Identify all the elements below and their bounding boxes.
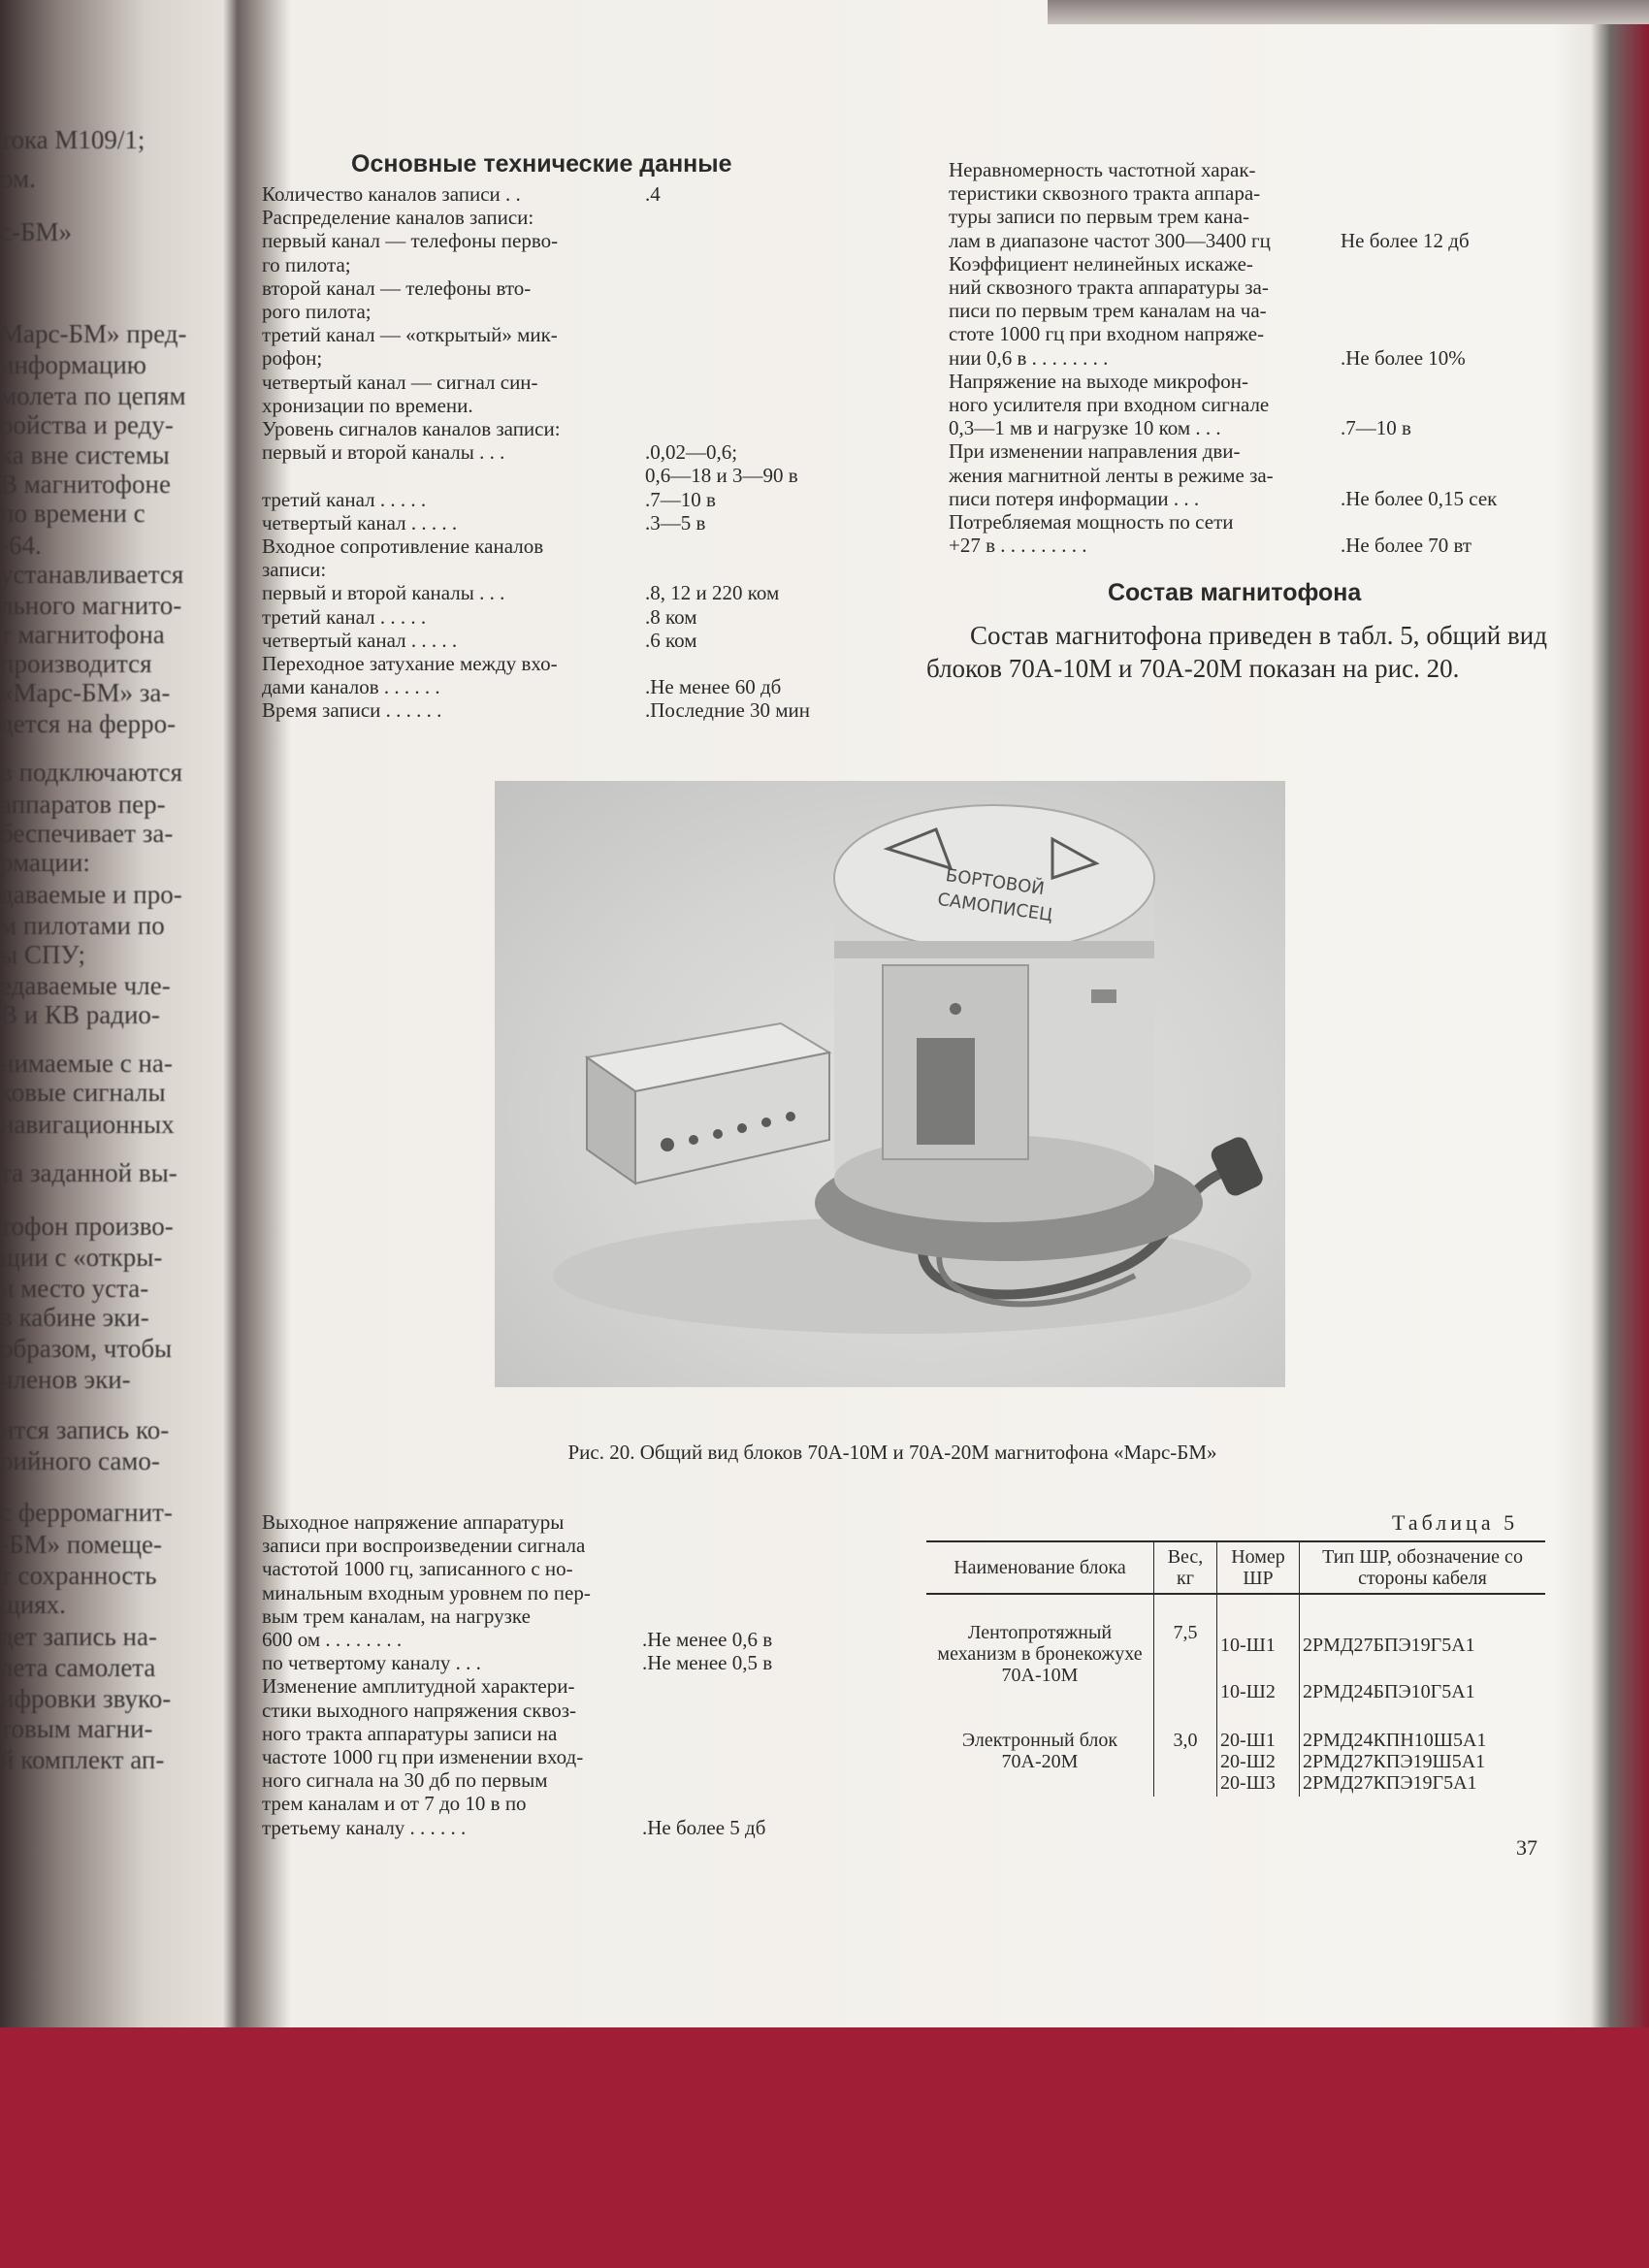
spec-label: нии 0,6 в . . . . . . . . xyxy=(949,345,1109,370)
spec-label: первый и второй каналы . . . xyxy=(262,581,505,605)
page-number: 37 xyxy=(1516,1835,1537,1860)
spec-label: рофон; xyxy=(262,346,323,371)
spec-value: .Не менее 0,5 в xyxy=(642,1651,773,1675)
row1-name: Лентопротяжный механизм в бронекожухе 70А-10М xyxy=(937,1622,1143,1686)
spec-value: Не более 12 дб xyxy=(1341,228,1470,252)
spec-label: +27 в . . . . . . . . . xyxy=(949,534,1087,558)
row2-type3: 2РМД27КПЭ19Г5А1 xyxy=(1303,1772,1477,1794)
left-page-line: по времени с xyxy=(0,499,146,528)
row2-num2: 20-Ш2 xyxy=(1220,1751,1276,1772)
left-page-line: устанавливается xyxy=(0,560,184,589)
spec-label: Потребляемая мощность по сети xyxy=(949,510,1234,534)
row2-num3: 20-Ш3 xyxy=(1220,1772,1276,1794)
row2-type1: 2РМД24КПН10Ш5А1 xyxy=(1303,1730,1487,1751)
left-page-line: ифровки звуко- xyxy=(0,1684,172,1713)
left-page-line: т сохранность xyxy=(0,1561,157,1590)
left-page-line: производится xyxy=(0,649,152,678)
spec-label: записи: xyxy=(262,558,327,582)
spec-label: трем каналам и от 7 до 10 в по xyxy=(262,1792,527,1816)
specs-title: Основные технические данные xyxy=(351,150,732,178)
spec-label: Коэффициент нелинейных искаже- xyxy=(949,251,1253,275)
left-page-line: даваемые и про- xyxy=(0,880,182,909)
spec-label: При изменении направления дви- xyxy=(949,439,1241,464)
spec-label: третий канал . . . . . xyxy=(262,487,427,511)
left-page-line: В магнитофоне xyxy=(0,470,171,499)
spec-label: стоте 1000 гц при входном напряже- xyxy=(949,322,1265,346)
left-page-line: ится запись ко- xyxy=(0,1415,170,1444)
spec-label: Напряжение на выходе микрофон- xyxy=(949,369,1248,393)
left-page-line: щиях. xyxy=(0,1590,66,1619)
left-page-line: с ферромагнит- xyxy=(0,1498,173,1527)
table-header-weight: Вес, кг xyxy=(1154,1541,1217,1594)
spec-label: 600 ом . . . . . . . . xyxy=(262,1628,403,1651)
left-page-line: «Марс-БМ» за- xyxy=(0,678,171,707)
spec-label: второй канал — телефоны вто- xyxy=(262,275,532,300)
scan-background xyxy=(0,2027,1649,2268)
spec-label: Изменение амплитудной характери- xyxy=(262,1674,575,1699)
spec-label: третьему каналу . . . . . . xyxy=(262,1815,467,1839)
left-page-line: ка вне системы xyxy=(0,440,170,470)
table-header-number: Номер ШР xyxy=(1217,1541,1300,1594)
left-page-line: аппаратов пер- xyxy=(0,790,166,819)
left-page-line: тофон произво- xyxy=(0,1212,174,1241)
row2-type2: 2РМД27КПЭ19Ш5А1 xyxy=(1303,1751,1486,1772)
spec-label: стики выходного напряжения сквоз- xyxy=(262,1698,577,1722)
left-page-line: дется на ферро- xyxy=(0,709,177,738)
composition-paragraph: Состав магнитофона приведен в табл. 5, общий вид блоков 70А-10М и 70А-20М показан на рис. 20. xyxy=(926,621,1547,683)
tape-window xyxy=(917,1038,975,1145)
spec-value: .8, 12 и 220 ком xyxy=(645,581,780,605)
row2-num1: 20-Ш1 xyxy=(1220,1730,1276,1751)
left-page-line: товым магни- xyxy=(0,1714,153,1743)
spec-value: .Не менее 60 дб xyxy=(645,675,782,699)
left-page-line: лета самолета xyxy=(0,1653,156,1682)
connector-icon xyxy=(1208,1134,1265,1199)
left-page-line: Марс-БМ» пред- xyxy=(0,319,187,348)
left-page-line: т магнитофона xyxy=(0,620,165,649)
spec-label: четвертый канал . . . . . xyxy=(262,510,458,535)
spec-label: писи по первым трем каналам на ча- xyxy=(949,299,1267,323)
spec-label: ного усилителя при входном сигнале xyxy=(949,393,1270,416)
spec-label: туры записи по первым трем кана- xyxy=(949,205,1250,229)
spec-label: Выходное напряжение аппаратуры xyxy=(262,1510,565,1534)
spec-label: дами каналов . . . . . . xyxy=(262,675,440,699)
spec-value: .Не более 5 дб xyxy=(642,1815,766,1839)
table-5 xyxy=(926,1540,1545,1797)
spec-value: 0,6—18 и 3—90 в xyxy=(645,464,798,488)
left-page-line: едаваемые чле- xyxy=(0,971,171,1000)
left-page-line: в кабине эки- xyxy=(0,1303,149,1332)
left-page-line: образом, чтобы xyxy=(0,1334,173,1363)
row1-num2: 10-Ш2 xyxy=(1220,1681,1276,1702)
spec-label: теристики сквозного тракта аппара- xyxy=(949,181,1261,206)
left-page-line: ковые сигналы xyxy=(0,1078,166,1107)
table-header-type: Тип ШР, обозначение со стороны кабеля xyxy=(1300,1541,1546,1594)
left-page-line: с-БМ» xyxy=(0,217,72,246)
left-page-line: ы СПУ; xyxy=(0,940,85,969)
spec-value: .Последние 30 мин xyxy=(645,698,811,723)
row2-name: Электронный блок 70А-20М xyxy=(961,1730,1118,1772)
left-page-line: дет запись на- xyxy=(0,1622,157,1651)
spec-value: .6 ком xyxy=(645,628,697,652)
spec-value: .Не более 10% xyxy=(1341,345,1466,370)
table-row xyxy=(926,1594,1545,1718)
left-page-line: -64. xyxy=(0,531,42,560)
left-page-line: й комплект ап- xyxy=(0,1745,165,1774)
figure-photo xyxy=(495,781,1285,1387)
spec-label: Уровень сигналов каналов записи: xyxy=(262,417,561,440)
left-page-line: в подключаются xyxy=(0,758,183,787)
figure-caption: Рис. 20. Общий вид блоков 70А-10М и 70А-20М магнитофона «Марс-БМ» xyxy=(567,1441,1217,1464)
spec-label: первый канал — телефоны перво- xyxy=(262,229,559,253)
spec-label: вым трем каналам, на нагрузке xyxy=(262,1604,531,1628)
row1-type1: 2РМД27БПЭ19Г5А1 xyxy=(1303,1635,1475,1656)
spec-label: 0,3—1 мв и нагрузке 10 ком . . . xyxy=(949,416,1221,440)
spec-label: ного тракта аппаратуры записи на xyxy=(262,1721,558,1745)
row1-type2: 2РМД24БПЭ10Г5А1 xyxy=(1303,1681,1475,1702)
left-page-line: и место уста- xyxy=(0,1274,149,1303)
left-page-line: м пилотами по xyxy=(0,911,165,940)
left-page-line: щии с «откры- xyxy=(0,1243,163,1272)
spec-label: го пилота; xyxy=(262,252,351,276)
spec-value: .Не менее 0,6 в xyxy=(642,1628,773,1651)
spec-value: .Не более 0,15 сек xyxy=(1341,486,1498,510)
spec-label: третий канал . . . . . xyxy=(262,604,427,629)
spec-label: четвертый канал . . . . . xyxy=(262,628,458,652)
spec-label: частотой 1000 гц, записанного с но- xyxy=(262,1557,573,1581)
spec-label: Неравномерность частотной харак- xyxy=(949,158,1256,181)
spec-value: .0,02—0,6; xyxy=(645,440,738,465)
composition-title: Состав магнитофона xyxy=(1108,579,1362,606)
spec-label: первый и второй каналы . . . xyxy=(262,440,505,465)
spec-label: частоте 1000 гц при изменении вход- xyxy=(262,1745,584,1768)
spec-label: хронизации по времени. xyxy=(262,393,473,417)
row1-weight: 7,5 xyxy=(1154,1594,1217,1718)
table-row xyxy=(926,1718,1545,1797)
left-page-line: навигационных xyxy=(0,1110,175,1139)
left-page-line: льного магнито- xyxy=(0,591,182,620)
left-page-line: нимаемые с на- xyxy=(0,1049,173,1078)
spec-label: писи потеря информации . . . xyxy=(949,486,1200,510)
left-page-line: В и КВ радио- xyxy=(0,1000,160,1029)
left-page-line: молета по цепям xyxy=(0,381,186,410)
left-page-line: -БМ» помеще- xyxy=(0,1530,163,1559)
spec-label: записи при воспроизведении сигнала xyxy=(262,1534,586,1558)
spec-value: .7—10 в xyxy=(1341,416,1411,440)
spec-label: третий канал — «открытый» мик- xyxy=(262,323,558,347)
spec-label: минальным входным уровнем по пер- xyxy=(262,1580,591,1604)
lid-label-2: САМОПИСЕЦ xyxy=(936,889,1054,926)
spec-label: Входное сопротивление каналов xyxy=(262,535,544,558)
table-title: Таблица 5 xyxy=(1392,1510,1519,1535)
spec-value: .4 xyxy=(645,182,661,206)
scan-edge xyxy=(1048,0,1649,24)
spec-value: .7—10 в xyxy=(645,487,716,511)
spec-label: Количество каналов записи . . xyxy=(262,182,521,206)
left-page-line: та заданной вы- xyxy=(0,1158,178,1187)
left-page-fragment xyxy=(0,0,233,2027)
spec-value: .8 ком xyxy=(645,604,697,629)
spec-label: жения магнитной ленты в режиме за- xyxy=(949,463,1274,487)
left-page-line: информацию xyxy=(0,350,146,379)
left-page-line: ом. xyxy=(0,164,36,193)
table-header-name: Наименование блока xyxy=(926,1541,1154,1594)
spec-label: по четвертому каналу . . . xyxy=(262,1651,481,1675)
left-page-line: членов эки- xyxy=(0,1365,131,1394)
spec-label: Время записи . . . . . . xyxy=(262,698,442,723)
spec-label: ного сигнала на 30 дб по первым xyxy=(262,1768,548,1793)
row2-weight: 3,0 xyxy=(1154,1718,1217,1797)
spec-label: Переходное затухание между вхо- xyxy=(262,652,558,675)
spec-label: ний сквозного тракта аппаратуры за- xyxy=(949,275,1269,299)
spec-label: четвертый канал — сигнал син- xyxy=(262,370,538,394)
left-page-line: рийного само- xyxy=(0,1446,160,1475)
spec-value: .3—5 в xyxy=(645,510,706,535)
lid-label-1: БОРТОВОЙ xyxy=(944,865,1046,900)
left-page-line: беспечивает за- xyxy=(0,819,174,848)
spec-label: лам в диапазоне частот 300—3400 гц xyxy=(949,228,1271,252)
left-page-line: тока M109/1; xyxy=(0,125,146,154)
spec-label: Распределение каналов записи: xyxy=(262,206,534,230)
spec-value: .Не более 70 вт xyxy=(1341,534,1472,558)
left-page-line: рмации: xyxy=(0,848,90,877)
spec-label: рого пилота; xyxy=(262,300,372,323)
left-page-line: ройства и реду- xyxy=(0,410,174,439)
recorder-illustration xyxy=(495,781,1285,1387)
row1-num1: 10-Ш1 xyxy=(1220,1635,1276,1656)
